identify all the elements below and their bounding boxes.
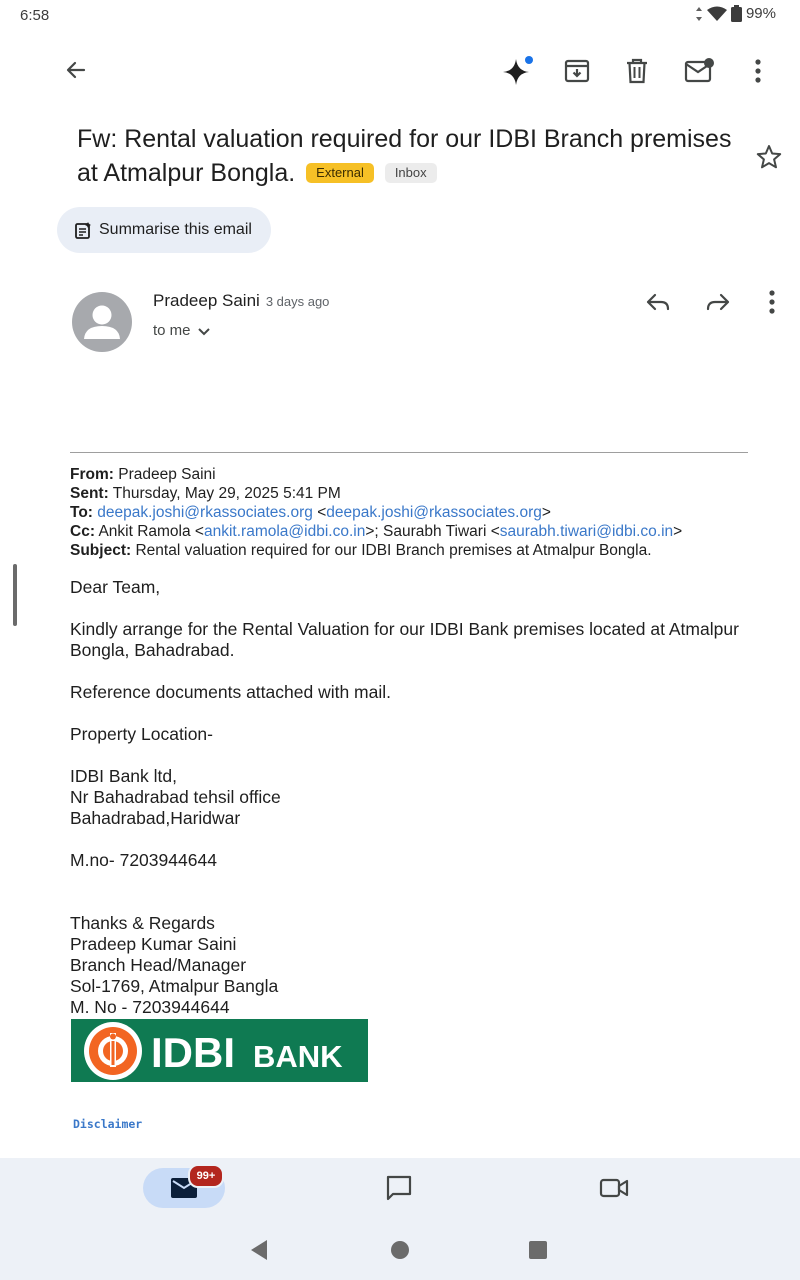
- to-email-link[interactable]: deepak.joshi@rkassociates.org: [97, 504, 313, 521]
- side-drag-handle[interactable]: [13, 564, 17, 626]
- mail-badge: 99+: [188, 1164, 224, 1188]
- subject-label: Subject:: [70, 542, 132, 559]
- cc-row: Cc: Ankit Ramola <ankit.ramola@idbi.co.in>; Saurabh Tiwari <saurabh.tiwari@idbi.co.in>: [70, 523, 683, 540]
- external-label: External: [306, 163, 374, 183]
- subject-text: Fw: Rental valuation required for our IDBI Branch premises at Atmalpur Bongla.: [77, 125, 732, 187]
- status-icons: [695, 5, 776, 22]
- mobile-number: M.no- 7203944644: [70, 850, 217, 870]
- system-home-button[interactable]: [386, 1236, 414, 1264]
- address-block: [70, 766, 770, 829]
- sender-line[interactable]: [153, 291, 329, 311]
- gemini-button[interactable]: [498, 52, 538, 92]
- battery-icon: [731, 5, 742, 22]
- more-options-button[interactable]: [744, 52, 772, 90]
- chevron-down-icon: [197, 326, 211, 336]
- to-label: To:: [70, 504, 93, 521]
- inbox-label[interactable]: Inbox: [385, 163, 437, 183]
- delete-icon: [625, 58, 649, 84]
- summarise-button[interactable]: [57, 207, 271, 253]
- more-vert-icon: [755, 59, 761, 83]
- data-arrows-icon: [695, 7, 703, 21]
- cc-name-1: Ankit Ramola: [98, 523, 191, 540]
- gemini-sparkle-icon: [501, 55, 535, 89]
- to-email-bracket-link[interactable]: deepak.joshi@rkassociates.org: [326, 504, 542, 521]
- message-more-button[interactable]: [758, 286, 786, 318]
- signature-title: Branch Head/Manager: [70, 955, 247, 975]
- address-line-1: IDBI Bank ltd,: [70, 766, 177, 786]
- reply-button[interactable]: [640, 286, 676, 318]
- sent-value: Thursday, May 29, 2025 5:41 PM: [112, 485, 341, 502]
- person-icon: [72, 292, 132, 352]
- nav-meet-button[interactable]: [594, 1170, 634, 1206]
- subject-row: [70, 541, 770, 560]
- idbi-logo-graphic: [71, 1019, 368, 1082]
- triangle-back-icon: [249, 1239, 269, 1261]
- mark-unread-button[interactable]: [679, 52, 719, 90]
- chat-icon: [385, 1174, 413, 1202]
- more-vert-icon: [769, 290, 775, 314]
- logo-text-bank: BANK: [253, 1039, 343, 1074]
- email-subject: [77, 122, 747, 190]
- star-icon: [756, 144, 782, 170]
- battery-percent: 99%: [745, 5, 776, 22]
- system-back-button[interactable]: [244, 1236, 274, 1264]
- subject-value: Rental valuation required for our IDBI Branch premises at Atmalpur Bongla.: [135, 542, 652, 559]
- signoff: Thanks & Regards: [70, 913, 215, 933]
- signature-block: [70, 913, 770, 1018]
- recipient-line: to me: [153, 322, 191, 339]
- para1-line1: Kindly arrange for the Rental Valuation for our IDBI Bank premises located at Atmalpur: [70, 619, 739, 639]
- from-value: Pradeep Saini: [118, 466, 216, 483]
- para1-line2: Bongla, Bahadrabad.: [70, 640, 235, 660]
- back-button[interactable]: [58, 52, 94, 88]
- video-icon: [599, 1177, 629, 1199]
- location-heading: Property Location-: [70, 724, 213, 744]
- nav-chat-button[interactable]: [380, 1170, 418, 1206]
- forward-button[interactable]: [700, 286, 736, 318]
- forwarded-headers: [70, 465, 770, 560]
- forward-icon: [706, 292, 730, 312]
- body-paragraph-1: [70, 619, 770, 661]
- back-arrow-icon: [64, 58, 88, 82]
- signature-sol: Sol-1769, Atmalpur Bangla: [70, 976, 279, 996]
- status-time: 6:58: [20, 7, 50, 24]
- address-line-3: Bahadrabad,Haridwar: [70, 808, 241, 828]
- archive-icon: [564, 58, 590, 84]
- cc-name-2: Saurabh Tiwari: [383, 523, 487, 540]
- circle-home-icon: [390, 1240, 410, 1260]
- divider: [70, 452, 748, 453]
- summarise-icon: [75, 222, 91, 239]
- cc-label: Cc:: [70, 523, 95, 540]
- system-recents-button[interactable]: [524, 1236, 552, 1264]
- avatar[interactable]: [72, 292, 132, 352]
- body-paragraph-2: Reference documents attached with mail.: [70, 682, 391, 702]
- delete-button[interactable]: [618, 52, 656, 90]
- address-line-2: Nr Bahadrabad tehsil office: [70, 787, 281, 807]
- cc-email-1-link[interactable]: ankit.ramola@idbi.co.in: [203, 523, 366, 540]
- from-label: From:: [70, 466, 114, 483]
- idbi-bank-logo: [71, 1019, 368, 1082]
- logo-text: IDBI: [151, 1029, 235, 1076]
- star-button[interactable]: [752, 140, 786, 174]
- recipient-details-toggle[interactable]: [153, 322, 211, 339]
- mark-unread-icon: [684, 58, 714, 84]
- sent-row: [70, 484, 770, 503]
- greeting: Dear Team,: [70, 577, 161, 597]
- cc-email-2-link[interactable]: saurabh.tiwari@idbi.co.in: [499, 523, 674, 540]
- disclaimer-link[interactable]: Disclaimer: [73, 1117, 143, 1131]
- summarise-label: Summarise this email: [99, 221, 252, 238]
- square-recents-icon: [528, 1240, 548, 1260]
- archive-button[interactable]: [558, 52, 596, 90]
- signature-name: Pradeep Kumar Saini: [70, 934, 237, 954]
- reply-icon: [646, 292, 670, 312]
- wifi-icon: [707, 6, 727, 22]
- to-row: To: deepak.joshi@rkassociates.org <deepak.joshi@rkassociates.org>: [70, 504, 551, 521]
- from-row: [70, 465, 770, 484]
- sent-time: 3 days ago: [265, 294, 330, 309]
- sent-label: Sent:: [70, 485, 109, 502]
- sender-name: Pradeep Saini: [153, 291, 260, 310]
- signature-mobile: M. No - 7203944644: [70, 997, 230, 1017]
